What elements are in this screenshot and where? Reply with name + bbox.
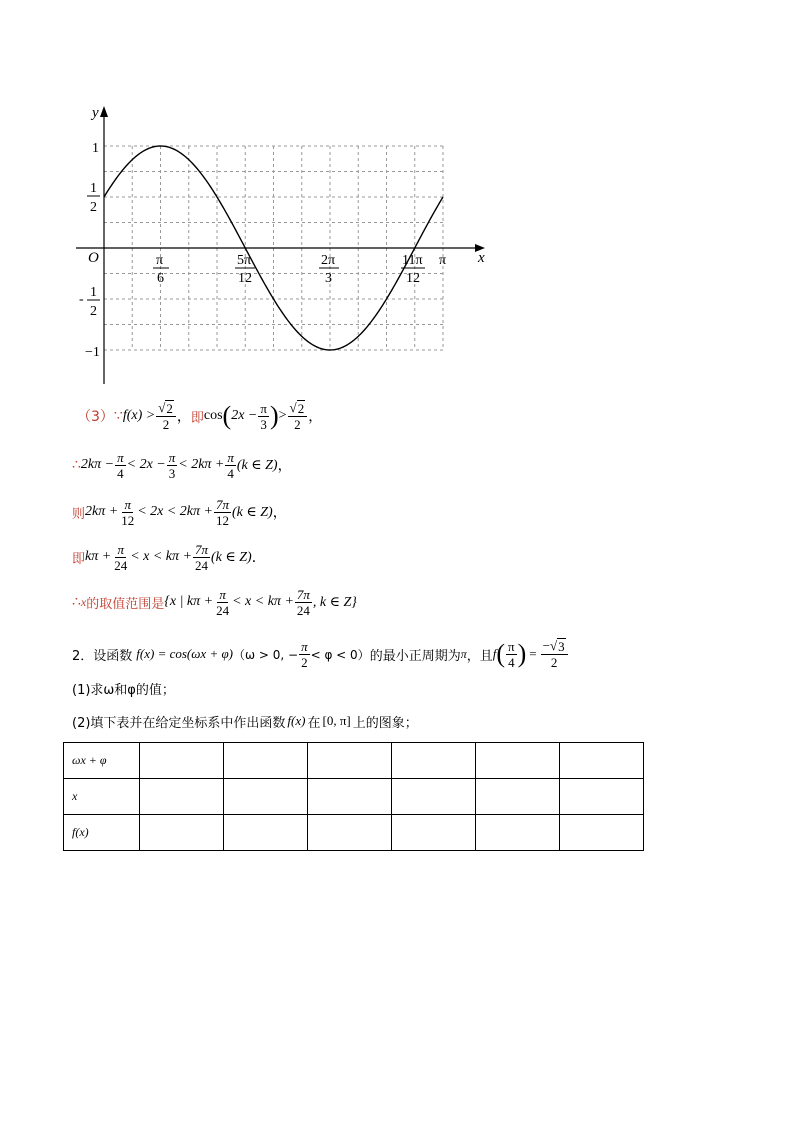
problem-2-statement: 2．设函数 f(x) = cos(ωx + φ) （ω > 0, − $\frac{\pi}{2}$ < φ < 0） 的最小正周期为 π ，且 f ( $\frac{\pi}{4}$ ) = −√ 3 2 [72,634,569,674]
y-tick-neg-half-den: 2 [90,304,97,319]
x-tick-2pi3-den: 3 [325,271,332,286]
p2-q2-b: 在 [307,715,321,731]
l3-end: ， [272,506,287,521]
table-cell[interactable] [224,815,308,851]
table-row [64,779,644,815]
y-tick-half-den: 2 [90,200,97,215]
p2-q2-interval: [0, π] [322,713,351,728]
y-axis-label: y [92,105,99,121]
l3-c: (k ∈ Z) [232,504,273,520]
p2-q2-f: f(x) [287,713,306,728]
y-tick-half-num: 1 [90,181,97,196]
table-cell[interactable] [476,743,560,779]
l1-ji: 即 [190,410,204,426]
x-tick-2pi3-num: 2π [321,253,336,268]
table-cell[interactable] [476,815,560,851]
part3-label: （3） [77,409,114,425]
y-axis-arrow [100,106,108,117]
y-tick-neg-half-num: 1 [90,285,97,300]
p2-q1: (1)求ω和φ的值； [72,682,175,698]
l4-7pi-over-24: $\frac{7\pi}{24}$ [195,541,209,573]
p2-num: 2．设函数 [72,648,133,664]
value-table [63,742,644,851]
table-cell[interactable] [560,779,644,815]
table-cell[interactable] [392,815,476,851]
l3-ze: 则 [72,506,86,522]
l5-7pi-over-24: $\frac{7\pi}{24}$ [296,586,310,618]
x-tick-5pi12-num: 5π [237,253,252,268]
p2-cond-open: （ω > 0, − [233,647,299,662]
origin-label: O [88,250,99,266]
x-tick-pi: π [439,253,447,268]
x-tick-5pi12-den: 12 [238,271,252,286]
x-tick-pi6-num: π [156,253,164,268]
p2-period: π [460,646,467,661]
l2-pi-over-4: $\frac{\pi}{4}$ [117,449,124,481]
l1-sqrt2-over-2: √ 2 2 [156,400,176,432]
p2-func: f(x) = cos(ωx + φ) [136,646,233,661]
solution-line-2 [72,445,292,485]
table-cell[interactable] [476,779,560,815]
row-header: f(x) [64,815,140,851]
table-row [64,815,644,851]
table-cell[interactable] [308,815,392,851]
solution-line-5 [72,582,357,622]
p2-q2-a: (2)填下表并在给定坐标系中作出函数 [72,715,286,731]
p2-q2-c: 上的图象； [352,715,418,731]
problem-2-q2 [72,706,418,736]
l1-fx: f(x) > [122,408,156,423]
l2-b: < 2x − [126,457,166,472]
l2-pi-over-3: $\frac{\pi}{3}$ [168,449,176,481]
l4-a: kπ + [85,549,112,564]
l4-b: < x < kπ + [130,549,192,564]
row-header: x [64,779,140,815]
table-cell[interactable] [140,743,224,779]
l5-a: {x | kπ + [164,594,214,609]
l2-end: ， [277,459,292,474]
l5-c: , k ∈ Z} [312,594,357,610]
table-cell[interactable] [560,815,644,851]
l3-b: < 2x < 2kπ + [137,504,213,519]
l4-pi-over-24: $\frac{\pi}{24}$ [114,541,128,573]
row-header: ωx + φ [64,743,140,779]
table-cell[interactable] [224,779,308,815]
l1-inner: 2x − [231,408,258,423]
l3-a: 2kπ + [85,504,119,519]
p2-eq: = [529,646,537,661]
table-cell[interactable] [392,779,476,815]
sine-graph [0,0,794,400]
p2-pi-over-4: $\frac{\pi}{4}$ [508,638,515,670]
x-tick-11pi12-num: 11π [402,253,423,268]
y-tick-neg-half-sign: - [79,292,84,307]
l1-comma: ， [176,410,191,425]
l3-7pi-over-12: $\frac{7\pi}{12}$ [216,496,230,528]
table-cell[interactable] [560,743,644,779]
l1-frac-den: 2 [162,417,170,432]
solution-line-4 [72,537,266,577]
x-tick-pi6-den: 6 [157,271,164,286]
x-axis-label: x [478,250,485,266]
l1-cos: cos [203,408,223,423]
table-row [64,743,644,779]
l1-sqrt2-rad: 2 [166,401,173,416]
l4-c: (k ∈ Z) [211,549,252,565]
x-tick-11pi12-den: 12 [406,271,420,286]
l5-pi-over-24: $\frac{\pi}{24}$ [216,586,230,618]
p2-text1: 的最小正周期为 [369,648,461,664]
p2-cond-close: < φ < 0） [310,647,370,662]
p2-rhs: −√ 3 2 [541,638,568,670]
l1-sqrt2-over-2-b: √ 2 2 [288,400,308,432]
solution-line-1: （3） ∵ f(x) > √ 2 2 ， 即 cos ( 2x − $\frac{\pi}{3}$ ) > √ 2 2 ， [77,400,323,432]
problem-2-q1 [72,674,175,702]
table-cell[interactable] [308,779,392,815]
l5-text: 的取值范围是 [86,596,165,612]
y-tick-one: 1 [92,141,99,156]
l5-b: < x < kπ + [232,594,294,609]
table-cell[interactable] [140,815,224,851]
table-cell[interactable] [308,743,392,779]
l3-pi-over-12: $\frac{\pi}{12}$ [121,496,135,528]
because-symbol: ∵ [113,408,123,424]
table-cell[interactable] [392,743,476,779]
l2-c: < 2kπ + [178,457,225,472]
l1-end: ， [308,410,323,425]
p2-f: f [492,646,497,661]
l2-pi-over-4-b: $\frac{\pi}{4}$ [227,449,234,481]
l5-x: x [80,594,87,609]
l4-ji: 即 [72,551,86,567]
table-cell[interactable] [140,779,224,815]
l1-pi-over-3: $\frac{\pi}{3}$ [260,400,267,432]
l4-end: ． [251,551,266,566]
l2-d: (k ∈ Z) [236,457,278,473]
solution-line-3 [72,492,287,532]
l5-therefore: ∴ [72,594,81,610]
l2-a: 2kπ − [80,457,115,472]
table-cell[interactable] [224,743,308,779]
l1-gt: > [278,408,287,423]
l2-therefore: ∴ [72,457,81,473]
p2-text2: ，且 [466,648,493,664]
p2-pi-over-2: $\frac{\pi}{2}$ [301,638,308,670]
y-tick-neg-one: −1 [85,345,100,360]
